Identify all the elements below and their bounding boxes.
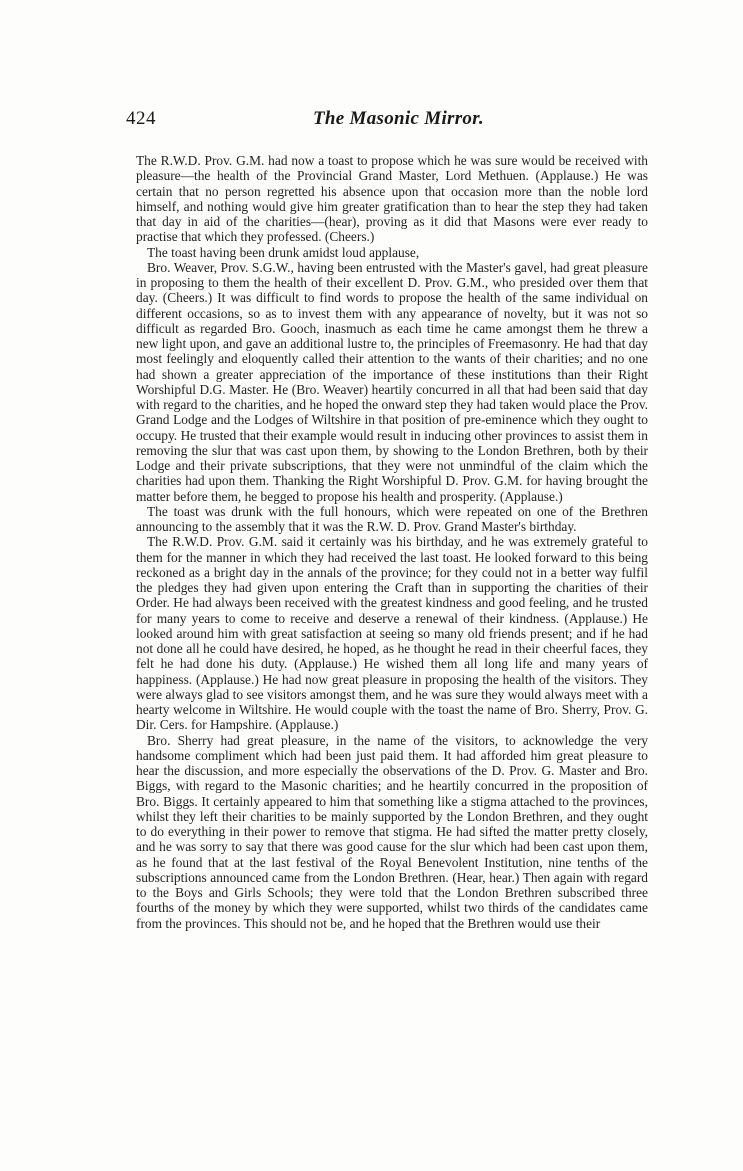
paragraph: The toast was drunk with the full honours, which were repeated on one of the Brethren announcing to the assembly that it was the R.W. D. Prov. Grand Master's birthday.: [136, 503, 648, 534]
page-number: 424: [126, 108, 156, 129]
article-body: [136, 153, 648, 931]
paragraph: The toast having been drunk amidst loud applause,: [147, 244, 420, 260]
paragraph: The R.W.D. Prov. G.M. said it certainly was his birthday, and he was extremely grateful to them for the manner in which they had received the last toast. He looked forward to this being reckoned as a bright day in the annals of the province; for they could not in a better way fulfil the pledges they had given upon entering the Craft than in supporting the charities of their Order. He had always been received with the greatest kindness and good feeling, and he trusted for many years to come to receive and deserve a renewal of their kindness. (Applause.) He looked around him with great satisfaction at seeing so many old friends present; and if he had not done all he could have desired, he hoped, as he thought he read in their cheerful faces, they felt he had done his duty. (Applause.) He wished them all long life and many years of happiness. (Applause.) He had now great pleasure in proposing the health of the visitors. They were always glad to see visitors amongst them, and he was sure they would always meet with a hearty welcome in Wiltshire. He would couple with the toast the name of Bro. Sherry, Prov. G. Dir. Cers. for Hampshire. (Applause.): [136, 534, 648, 733]
paragraph: The R.W.D. Prov. G.M. had now a toast to propose which he was sure would be received with pleasure—the health of the Provincial Grand Master, Lord Methuen. (Applause.) He was certain that no person regretted his absence upon that occasion more than the noble lord himself, and nothing would give him greater gratification than to hear the step they had taken that day in aid of the charities—(hear), proving as it did that Masons were ever ready to practise that which they professed. (Cheers.): [136, 153, 648, 245]
paragraph: Bro. Weaver, Prov. S.G.W., having been entrusted with the Master's gavel, had great pleasure in proposing to them the health of their excellent D. Prov. G.M., who presided over them that day. (Cheers.) It was difficult to find words to propose the health of the same individual on different occasions, so as to invest them with any appearance of novelty, but it was not so difficult as regarded Bro. Gooch, inasmuch as each time he came amongst them he threw a new light upon, and gave an additional lustre to, the principles of Freemasonry. He had that day most feelingly and eloquently called their attention to the wants of their charities; and no one had shown a greater appreciation of the importance of these institutions than their Right Worshipful D.G. Master. He (Bro. Weaver) heartily concurred in all that had been said that day with regard to the charities, and he hoped the onward step they had taken would place the Prov. Grand Lodge and the Lodges of Wiltshire in that position of pre-eminence which they ought to occupy. He trusted that their example would result in inducing other provinces to assist them in removing the slur that was cast upon them, by showing to the London Brethren, both by their Lodge and their private subscriptions, that they were not unmindful of the claim which the charities had upon them. Thanking the Right Worshipful D. Prov. G.M. for having brought the matter before them, he begged to propose his health and prosperity. (Applause.): [136, 259, 648, 504]
page-header: [118, 108, 658, 132]
paragraph: Bro. Sherry had great pleasure, in the name of the visitors, to acknowledge the very handsome compliment which had been just paid them. It had afforded him great pleasure to hear the discussion, and more especially the observations of the D. Prov. G. Master and Bro. Biggs, with regard to the Masonic charities; and he heartily concurred in the proposition of Bro. Biggs. It certainly appeared to him that something like a stigma attached to the provinces, whilst they left their charities to be mainly supported by the London Brethren, and they ought to do everything in their power to remove that stigma. He had sifted the matter pretty closely, and he was sorry to say that there was good cause for the slur which had been cast upon them, as he found that at the last festival of the Royal Benevolent Institution, nine tenths of the subscriptions announced came from the London Brethren. (Hear, hear.) Then again with regard to the Boys and Girls Schools; they were told that the London Brethren subscribed three fourths of the money by which they were supported, whilst two thirds of the candidates came from the provinces. This should not be, and he hoped that the Brethren would use their: [136, 732, 648, 931]
running-title: The Masonic Mirror.: [313, 108, 484, 129]
